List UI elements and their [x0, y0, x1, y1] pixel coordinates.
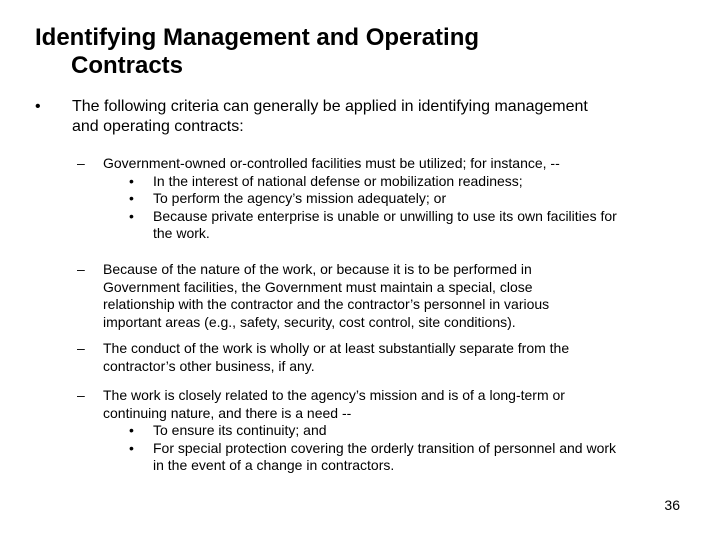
subitem-line: For special protection covering the orderly transition of personnel and work — [153, 439, 617, 456]
slide-title-line-1: Identifying Management and Operating — [35, 24, 480, 51]
criterion-item-2-text — [103, 261, 673, 331]
subitem-line: Because private enterprise is unable or unwilling to use its own facilities for — [153, 207, 617, 224]
page-number: 36 — [664, 497, 680, 513]
criterion-item-1-text — [103, 155, 673, 173]
bullet-marker: • — [129, 190, 134, 206]
criterion-2-line-3: relationship with the contractor and the contractor’s personnel in various — [103, 296, 550, 312]
bullet-marker: • — [129, 439, 134, 456]
criterion-2-line-4: important areas (e.g., safety, security, cost control, site conditions). — [103, 313, 516, 330]
subitem-line: To perform the agency’s mission adequately; or — [153, 190, 447, 206]
slide-title — [35, 24, 635, 80]
subitem-line: In the interest of national defense or mobilization readiness; — [153, 172, 523, 189]
criterion-item-3-text — [103, 340, 673, 375]
bullet-marker: • — [129, 422, 134, 438]
slide-title-line-2: Contracts — [71, 52, 184, 79]
dash-marker: – — [77, 155, 85, 171]
criterion-4-line-2: continuing nature, and there is a need -- — [103, 404, 352, 421]
main-bullet-text — [72, 97, 672, 137]
subitem-line: the work. — [153, 225, 210, 241]
criterion-2-line-2: Government facilities, the Government must maintain a special, close — [103, 278, 533, 295]
bullet-marker: • — [129, 207, 134, 224]
criterion-3-line-1: The conduct of the work is wholly or at least substantially separate from the — [103, 340, 570, 356]
criterion-item-4-text — [103, 387, 673, 422]
main-bullet-line-2: and operating contracts: — [72, 118, 244, 135]
criterion-2-line-1: Because of the nature of the work, or because it is to be performed in — [103, 261, 532, 277]
dash-marker: – — [77, 340, 85, 356]
subitem-line: To ensure its continuity; and — [153, 422, 327, 438]
bullet-marker: • — [129, 172, 134, 189]
bullet-marker: • — [35, 98, 41, 115]
dash-marker: – — [77, 261, 85, 277]
criterion-4-line-1: The work is closely related to the agency’s mission and is of a long-term or — [103, 387, 565, 403]
criterion-1-line-1: Government-owned or-controlled facilities must be utilized; for instance, -- — [103, 155, 560, 171]
dash-marker: – — [77, 387, 85, 403]
criterion-3-line-2: contractor’s other business, if any. — [103, 357, 315, 374]
main-bullet-line-1: The following criteria can generally be applied in identifying management — [72, 98, 588, 115]
subitem-line: in the event of a change in contractors. — [153, 457, 395, 473]
